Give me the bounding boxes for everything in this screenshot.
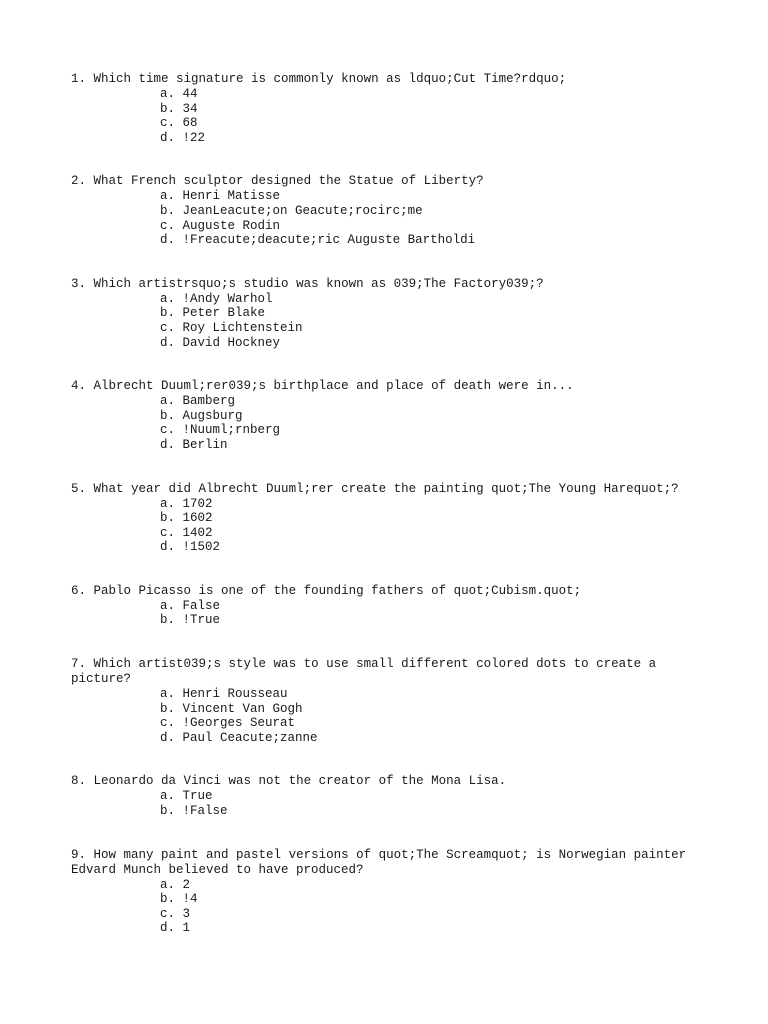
option-text: False bbox=[182, 598, 221, 613]
question-text bbox=[71, 174, 701, 189]
answer-options bbox=[71, 789, 701, 818]
option-letter: b. bbox=[160, 511, 176, 526]
answer-option bbox=[71, 292, 701, 307]
option-text: Berlin bbox=[182, 437, 228, 452]
question-text bbox=[71, 848, 701, 878]
option-text: 2 bbox=[182, 877, 191, 892]
option-letter: b. bbox=[160, 892, 176, 907]
option-text: 1602 bbox=[182, 511, 213, 526]
question-text bbox=[71, 277, 701, 292]
answer-options bbox=[71, 394, 701, 452]
question-block bbox=[71, 174, 701, 247]
answer-options bbox=[71, 878, 701, 936]
option-text: !Georges Seurat bbox=[182, 716, 296, 731]
option-letter: a. bbox=[160, 877, 176, 892]
question-number: 6. bbox=[71, 583, 87, 598]
answer-option bbox=[71, 511, 701, 526]
option-text: JeanLeacute;on Geacute;rocirc;me bbox=[182, 203, 423, 218]
answer-option bbox=[71, 87, 701, 102]
question-number: 2. bbox=[71, 174, 87, 189]
option-letter: b. bbox=[160, 101, 176, 116]
answer-options bbox=[71, 292, 701, 350]
question-text bbox=[71, 584, 701, 599]
question-text bbox=[71, 657, 701, 687]
option-text: Paul Ceacute;zanne bbox=[182, 730, 318, 745]
option-text: 1402 bbox=[182, 525, 213, 540]
answer-option bbox=[71, 907, 701, 922]
option-letter: b. bbox=[160, 203, 176, 218]
answer-options bbox=[71, 497, 701, 555]
question-prompt: Which artist039;s style was to use small different colored dots to create a picture? bbox=[71, 657, 664, 687]
question-number: 9. bbox=[71, 847, 87, 862]
option-text: 3 bbox=[182, 906, 191, 921]
answer-option bbox=[71, 892, 701, 907]
option-text: 1 bbox=[182, 921, 191, 936]
question-block bbox=[71, 774, 701, 818]
answer-options bbox=[71, 87, 701, 145]
option-letter: c. bbox=[160, 525, 176, 540]
answer-option bbox=[71, 687, 701, 702]
option-letter: a. bbox=[160, 496, 176, 511]
option-letter: a. bbox=[160, 189, 176, 204]
answer-option bbox=[71, 336, 701, 351]
option-letter: d. bbox=[160, 437, 176, 452]
option-text: 1702 bbox=[182, 496, 213, 511]
option-letter: a. bbox=[160, 789, 176, 804]
answer-option bbox=[71, 116, 701, 131]
option-text: 44 bbox=[182, 87, 198, 101]
option-text: Vincent Van Gogh bbox=[182, 701, 303, 716]
question-text bbox=[71, 774, 701, 789]
answer-option bbox=[71, 321, 701, 336]
answer-options bbox=[71, 687, 701, 745]
option-text: True bbox=[182, 789, 213, 804]
option-text: !Freacute;deacute;ric Auguste Bartholdi bbox=[182, 233, 476, 248]
option-letter: a. bbox=[160, 394, 176, 409]
option-letter: b. bbox=[160, 701, 176, 716]
question-block bbox=[71, 482, 701, 555]
answer-option bbox=[71, 219, 701, 234]
answer-option bbox=[71, 102, 701, 117]
question-number: 5. bbox=[71, 481, 87, 496]
option-text: !Andy Warhol bbox=[182, 291, 273, 306]
question-block bbox=[71, 584, 701, 628]
answer-option bbox=[71, 438, 701, 453]
question-text bbox=[71, 482, 701, 497]
option-letter: a. bbox=[160, 87, 176, 101]
question-prompt: Which artistrsquo;s studio was known as 039;The Factory039;? bbox=[93, 276, 544, 291]
option-text: !False bbox=[182, 804, 228, 819]
answer-option bbox=[71, 731, 701, 746]
question-prompt: What French sculptor designed the Statue of Liberty? bbox=[93, 174, 484, 189]
option-letter: b. bbox=[160, 613, 176, 628]
option-text: Auguste Rodin bbox=[182, 218, 281, 233]
quiz-document bbox=[71, 72, 701, 965]
question-prompt: Pablo Picasso is one of the founding fathers of quot;Cubism.quot; bbox=[93, 583, 582, 598]
option-text: 68 bbox=[182, 116, 198, 131]
option-text: Henri Matisse bbox=[182, 189, 281, 204]
option-text: Roy Lichtenstein bbox=[182, 320, 303, 335]
answer-options bbox=[71, 189, 701, 247]
option-letter: d. bbox=[160, 921, 176, 936]
option-text: Henri Rousseau bbox=[182, 687, 288, 702]
option-text: David Hockney bbox=[182, 335, 281, 350]
question-number: 8. bbox=[71, 774, 87, 789]
answer-option bbox=[71, 613, 701, 628]
option-text: !1502 bbox=[182, 540, 221, 555]
option-text: !4 bbox=[182, 892, 198, 907]
answer-option bbox=[71, 716, 701, 731]
answer-option bbox=[71, 702, 701, 717]
answer-option bbox=[71, 131, 701, 146]
option-text: !Nuuml;rnberg bbox=[182, 423, 281, 438]
question-number: 1. bbox=[71, 72, 87, 86]
answer-option bbox=[71, 189, 701, 204]
answer-option bbox=[71, 789, 701, 804]
answer-option bbox=[71, 540, 701, 555]
option-letter: c. bbox=[160, 906, 176, 921]
option-letter: a. bbox=[160, 687, 176, 702]
option-text: Augsburg bbox=[182, 408, 243, 423]
question-block bbox=[71, 72, 701, 145]
answer-option bbox=[71, 526, 701, 541]
option-text: 34 bbox=[182, 101, 198, 116]
answer-option bbox=[71, 409, 701, 424]
option-letter: d. bbox=[160, 540, 176, 555]
answer-option bbox=[71, 423, 701, 438]
answer-option bbox=[71, 306, 701, 321]
answer-option bbox=[71, 204, 701, 219]
option-letter: d. bbox=[160, 233, 176, 248]
question-text bbox=[71, 379, 701, 394]
option-text: Peter Blake bbox=[182, 306, 266, 321]
option-letter: c. bbox=[160, 716, 176, 731]
question-prompt: Which time signature is commonly known as ldquo;Cut Time?rdquo; bbox=[93, 72, 567, 86]
option-letter: c. bbox=[160, 116, 176, 131]
option-text: Bamberg bbox=[182, 394, 236, 409]
question-prompt: How many paint and pastel versions of quot;The Screamquot; is Norwegian painter Edvard Munch believed to have produced? bbox=[71, 847, 694, 877]
question-block bbox=[71, 657, 701, 745]
question-block bbox=[71, 277, 701, 350]
option-letter: c. bbox=[160, 423, 176, 438]
answer-option bbox=[71, 599, 701, 614]
option-letter: b. bbox=[160, 408, 176, 423]
option-letter: b. bbox=[160, 306, 176, 321]
answer-option bbox=[71, 497, 701, 512]
option-letter: a. bbox=[160, 291, 176, 306]
question-number: 7. bbox=[71, 657, 87, 672]
question-block bbox=[71, 379, 701, 452]
answer-options bbox=[71, 599, 701, 628]
option-letter: d. bbox=[160, 130, 176, 145]
option-letter: d. bbox=[160, 730, 176, 745]
answer-option bbox=[71, 394, 701, 409]
option-letter: c. bbox=[160, 218, 176, 233]
answer-option bbox=[71, 233, 701, 248]
option-letter: c. bbox=[160, 320, 176, 335]
option-letter: a. bbox=[160, 598, 176, 613]
option-text: !22 bbox=[182, 130, 206, 145]
answer-option bbox=[71, 921, 701, 936]
question-block bbox=[71, 848, 701, 936]
answer-option bbox=[71, 804, 701, 819]
question-number: 3. bbox=[71, 276, 87, 291]
answer-option bbox=[71, 878, 701, 893]
option-text: !True bbox=[182, 613, 221, 628]
question-prompt: Leonardo da Vinci was not the creator of the Mona Lisa. bbox=[93, 774, 507, 789]
option-letter: b. bbox=[160, 804, 176, 819]
question-number: 4. bbox=[71, 379, 87, 394]
question-prompt: What year did Albrecht Duuml;rer create the painting quot;The Young Harequot;? bbox=[93, 481, 679, 496]
question-text bbox=[71, 72, 701, 87]
option-letter: d. bbox=[160, 335, 176, 350]
question-prompt: Albrecht Duuml;rer039;s birthplace and place of death were in... bbox=[93, 379, 574, 394]
